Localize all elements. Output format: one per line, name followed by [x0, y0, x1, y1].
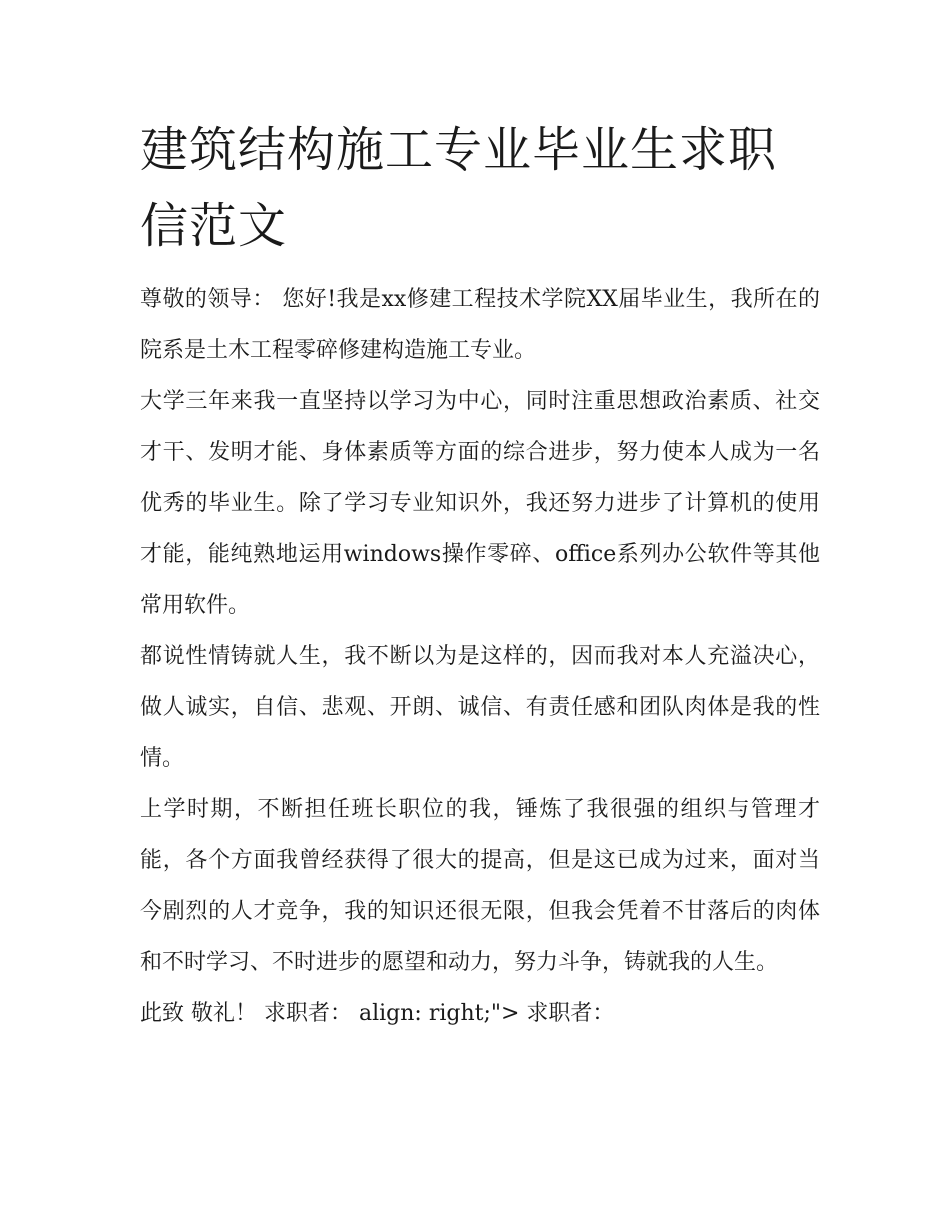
- paragraph-character: 都说性情铸就人生，我不断以为是这样的，因而我对本人充溢决心，做人诚实，自信、悲观、开朗、诚信、有责任感和团队肉体是我的性情。: [140, 644, 820, 771]
- document-title: 建筑结构施工专业毕业生求职信范文: [140, 122, 778, 254]
- paragraph-study: 大学三年来我一直坚持以学习为中心，同时注重思想政治素质、社交才干、发明才能、身体素质等方面的综合进步，努力使本人成为一名优秀的毕业生。除了学习专业知识外，我还努力进步了计算机的使用才能，能纯熟地运用windows操作零碎、office系列办公软件等其他常用软件。: [140, 389, 820, 618]
- paragraph-greeting: 尊敬的领导： 您好!我是xx修建工程技术学院XX届毕业生，我所在的院系是土木工程零碎修建构造施工专业。: [140, 287, 820, 363]
- paragraph-experience: 上学时期，不断担任班长职位的我，锤炼了我很强的组织与管理才能，各个方面我曾经获得了很大的提高，但是这已成为过来，面对当今剧烈的人才竞争，我的知识还很无限，但我会凭着不甘落后的肉体和不时学习、不时进步的愿望和动力，努力斗争，铸就我的人生。: [140, 797, 820, 975]
- paragraph-closing: 此致 敬礼！ 求职者： align: right;"> 求职者：: [140, 1001, 615, 1026]
- document-page: [140, 112, 820, 1039]
